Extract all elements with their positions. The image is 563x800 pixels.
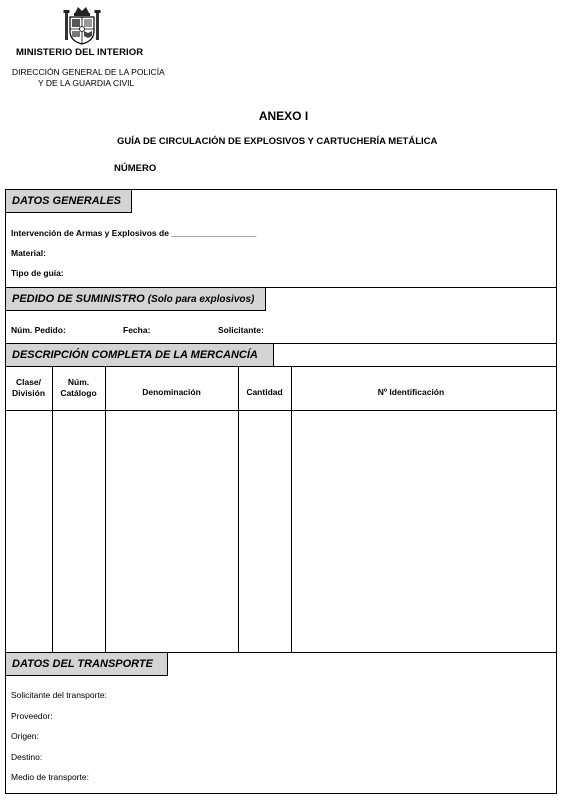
section-header-transporte: DATOS DEL TRANSPORTE — [5, 652, 168, 676]
origen-field[interactable]: Origen: — [11, 731, 39, 741]
divider — [5, 366, 557, 367]
pedido-header-note: (Solo para explosivos) — [147, 294, 255, 305]
column-header-denominacion: Denominación — [142, 387, 201, 397]
coat-of-arms-icon — [62, 4, 102, 46]
ministry-name: MINISTERIO DEL INTERIOR — [16, 47, 144, 58]
medio-transporte-field[interactable]: Medio de transporte: — [11, 772, 89, 782]
intervencion-field[interactable]: Intervención de Armas y Explosivos de __________________ — [11, 228, 257, 238]
direction-line-1: DIRECCIÓN GENERAL DE LA POLICÍA — [12, 67, 165, 77]
section-header-mercancia: DESCRIPCIÓN COMPLETA DE LA MERCANCÍA — [5, 343, 274, 367]
direction-line-2: Y DE LA GUARDIA CIVIL — [38, 78, 135, 88]
proveedor-field[interactable]: Proveedor: — [11, 711, 53, 721]
annex-title: ANEXO I — [258, 109, 309, 123]
section-header-pedido — [5, 287, 266, 311]
guide-title: GUÍA DE CIRCULACIÓN DE EXPLOSIVOS Y CARTUCHERÍA METÁLICA — [117, 136, 438, 147]
column-header-cantidad: Cantidad — [246, 387, 283, 397]
destino-field[interactable]: Destino: — [11, 752, 43, 762]
column-header-clase — [5, 377, 52, 399]
column-header-catalogo — [52, 377, 105, 399]
material-field[interactable]: Material: — [11, 248, 46, 258]
column-header-catalogo-line1: Núm. — [67, 377, 90, 387]
num-pedido-field[interactable]: Núm. Pedido: — [11, 325, 66, 335]
column-header-clase-line2: División — [11, 388, 46, 398]
number-label: NÚMERO — [114, 163, 157, 174]
goods-table-body[interactable] — [6, 411, 556, 651]
column-header-catalogo-line2: Catálogo — [60, 388, 97, 398]
tipo-guia-field[interactable]: Tipo de guía: — [11, 268, 64, 278]
solicitante-field[interactable]: Solicitante: — [218, 325, 264, 335]
column-header-clase-line1: Clase/ — [15, 377, 42, 387]
pedido-header-title: PEDIDO DE SUMINISTRO — [12, 293, 145, 305]
section-header-datos-generales: DATOS GENERALES — [5, 189, 132, 213]
fecha-field[interactable]: Fecha: — [123, 325, 151, 335]
column-header-identificacion: Nº Identificación — [377, 387, 445, 397]
solicitante-transporte-field[interactable]: Solicitante del transporte: — [11, 690, 107, 700]
